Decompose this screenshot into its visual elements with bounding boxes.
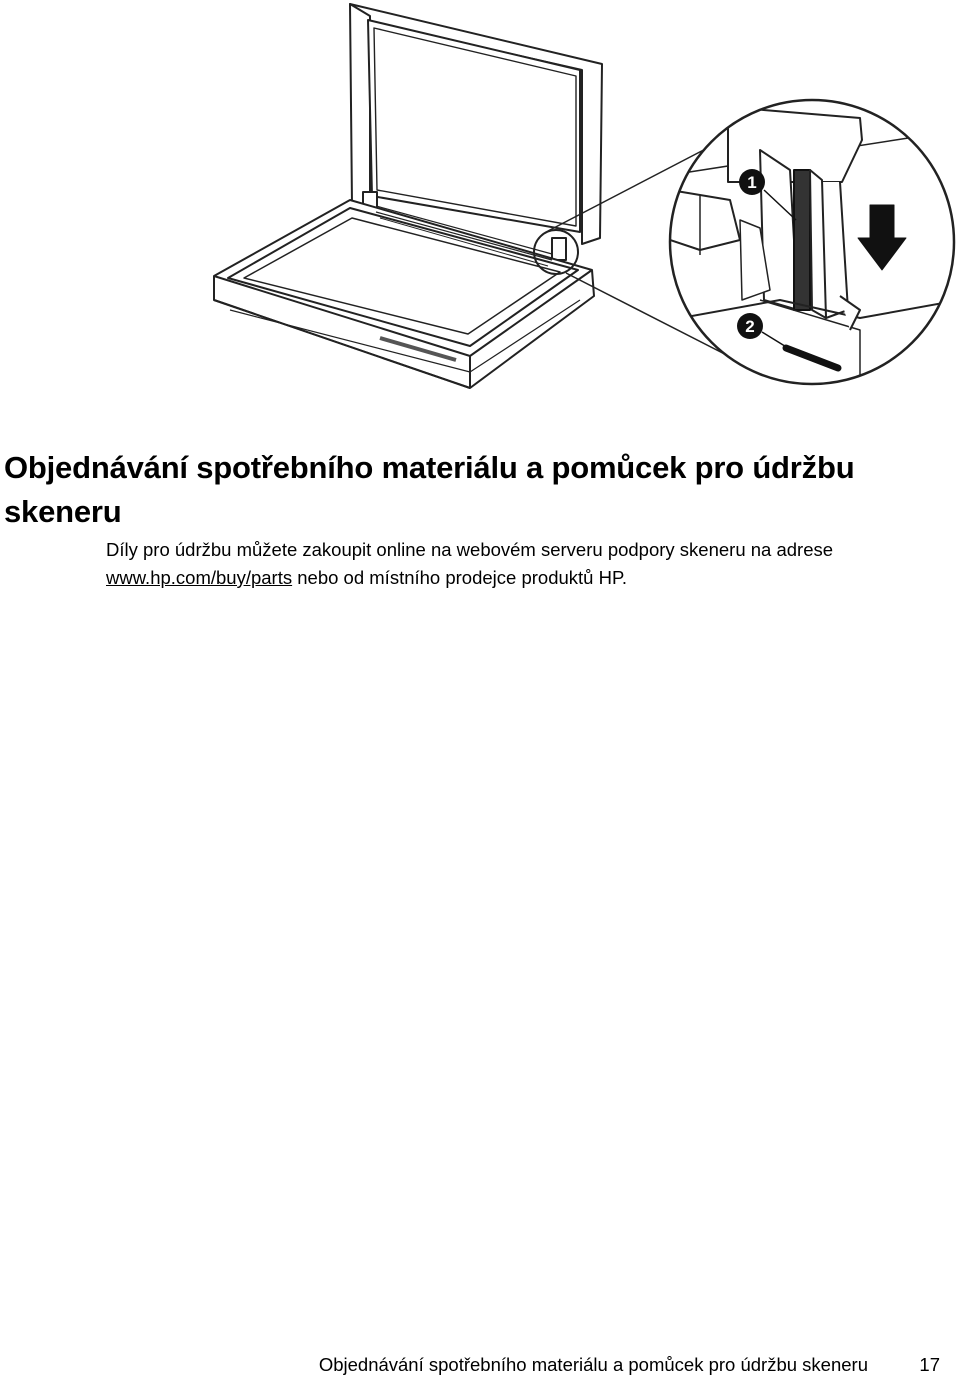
scanner-illustration bbox=[200, 0, 960, 400]
hp-parts-link[interactable]: www.hp.com/buy/parts bbox=[106, 567, 293, 588]
body-paragraph bbox=[106, 536, 956, 592]
page-number: 17 bbox=[919, 1354, 940, 1375]
magnified-detail bbox=[670, 100, 960, 390]
footer-running-title: Objednávání spotřebního materiálu a pomůcek pro údržbu skeneru bbox=[318, 1354, 868, 1375]
page-footer bbox=[0, 1352, 960, 1378]
callout-2-label: 2 bbox=[745, 317, 755, 336]
callout-2-badge bbox=[737, 313, 763, 339]
callout-1-badge bbox=[739, 169, 765, 195]
section-title: Objednávání spotřebního materiálu a pomůcek pro údržbu skeneru bbox=[4, 450, 855, 529]
callout-1-label: 1 bbox=[747, 173, 757, 192]
paragraph-text-before-link: Díly pro údržbu můžete zakoupit online na webovém serveru podpory skeneru na adrese bbox=[106, 539, 834, 560]
paragraph-text-after-link: nebo od místního prodejce produktů HP. bbox=[292, 567, 628, 588]
